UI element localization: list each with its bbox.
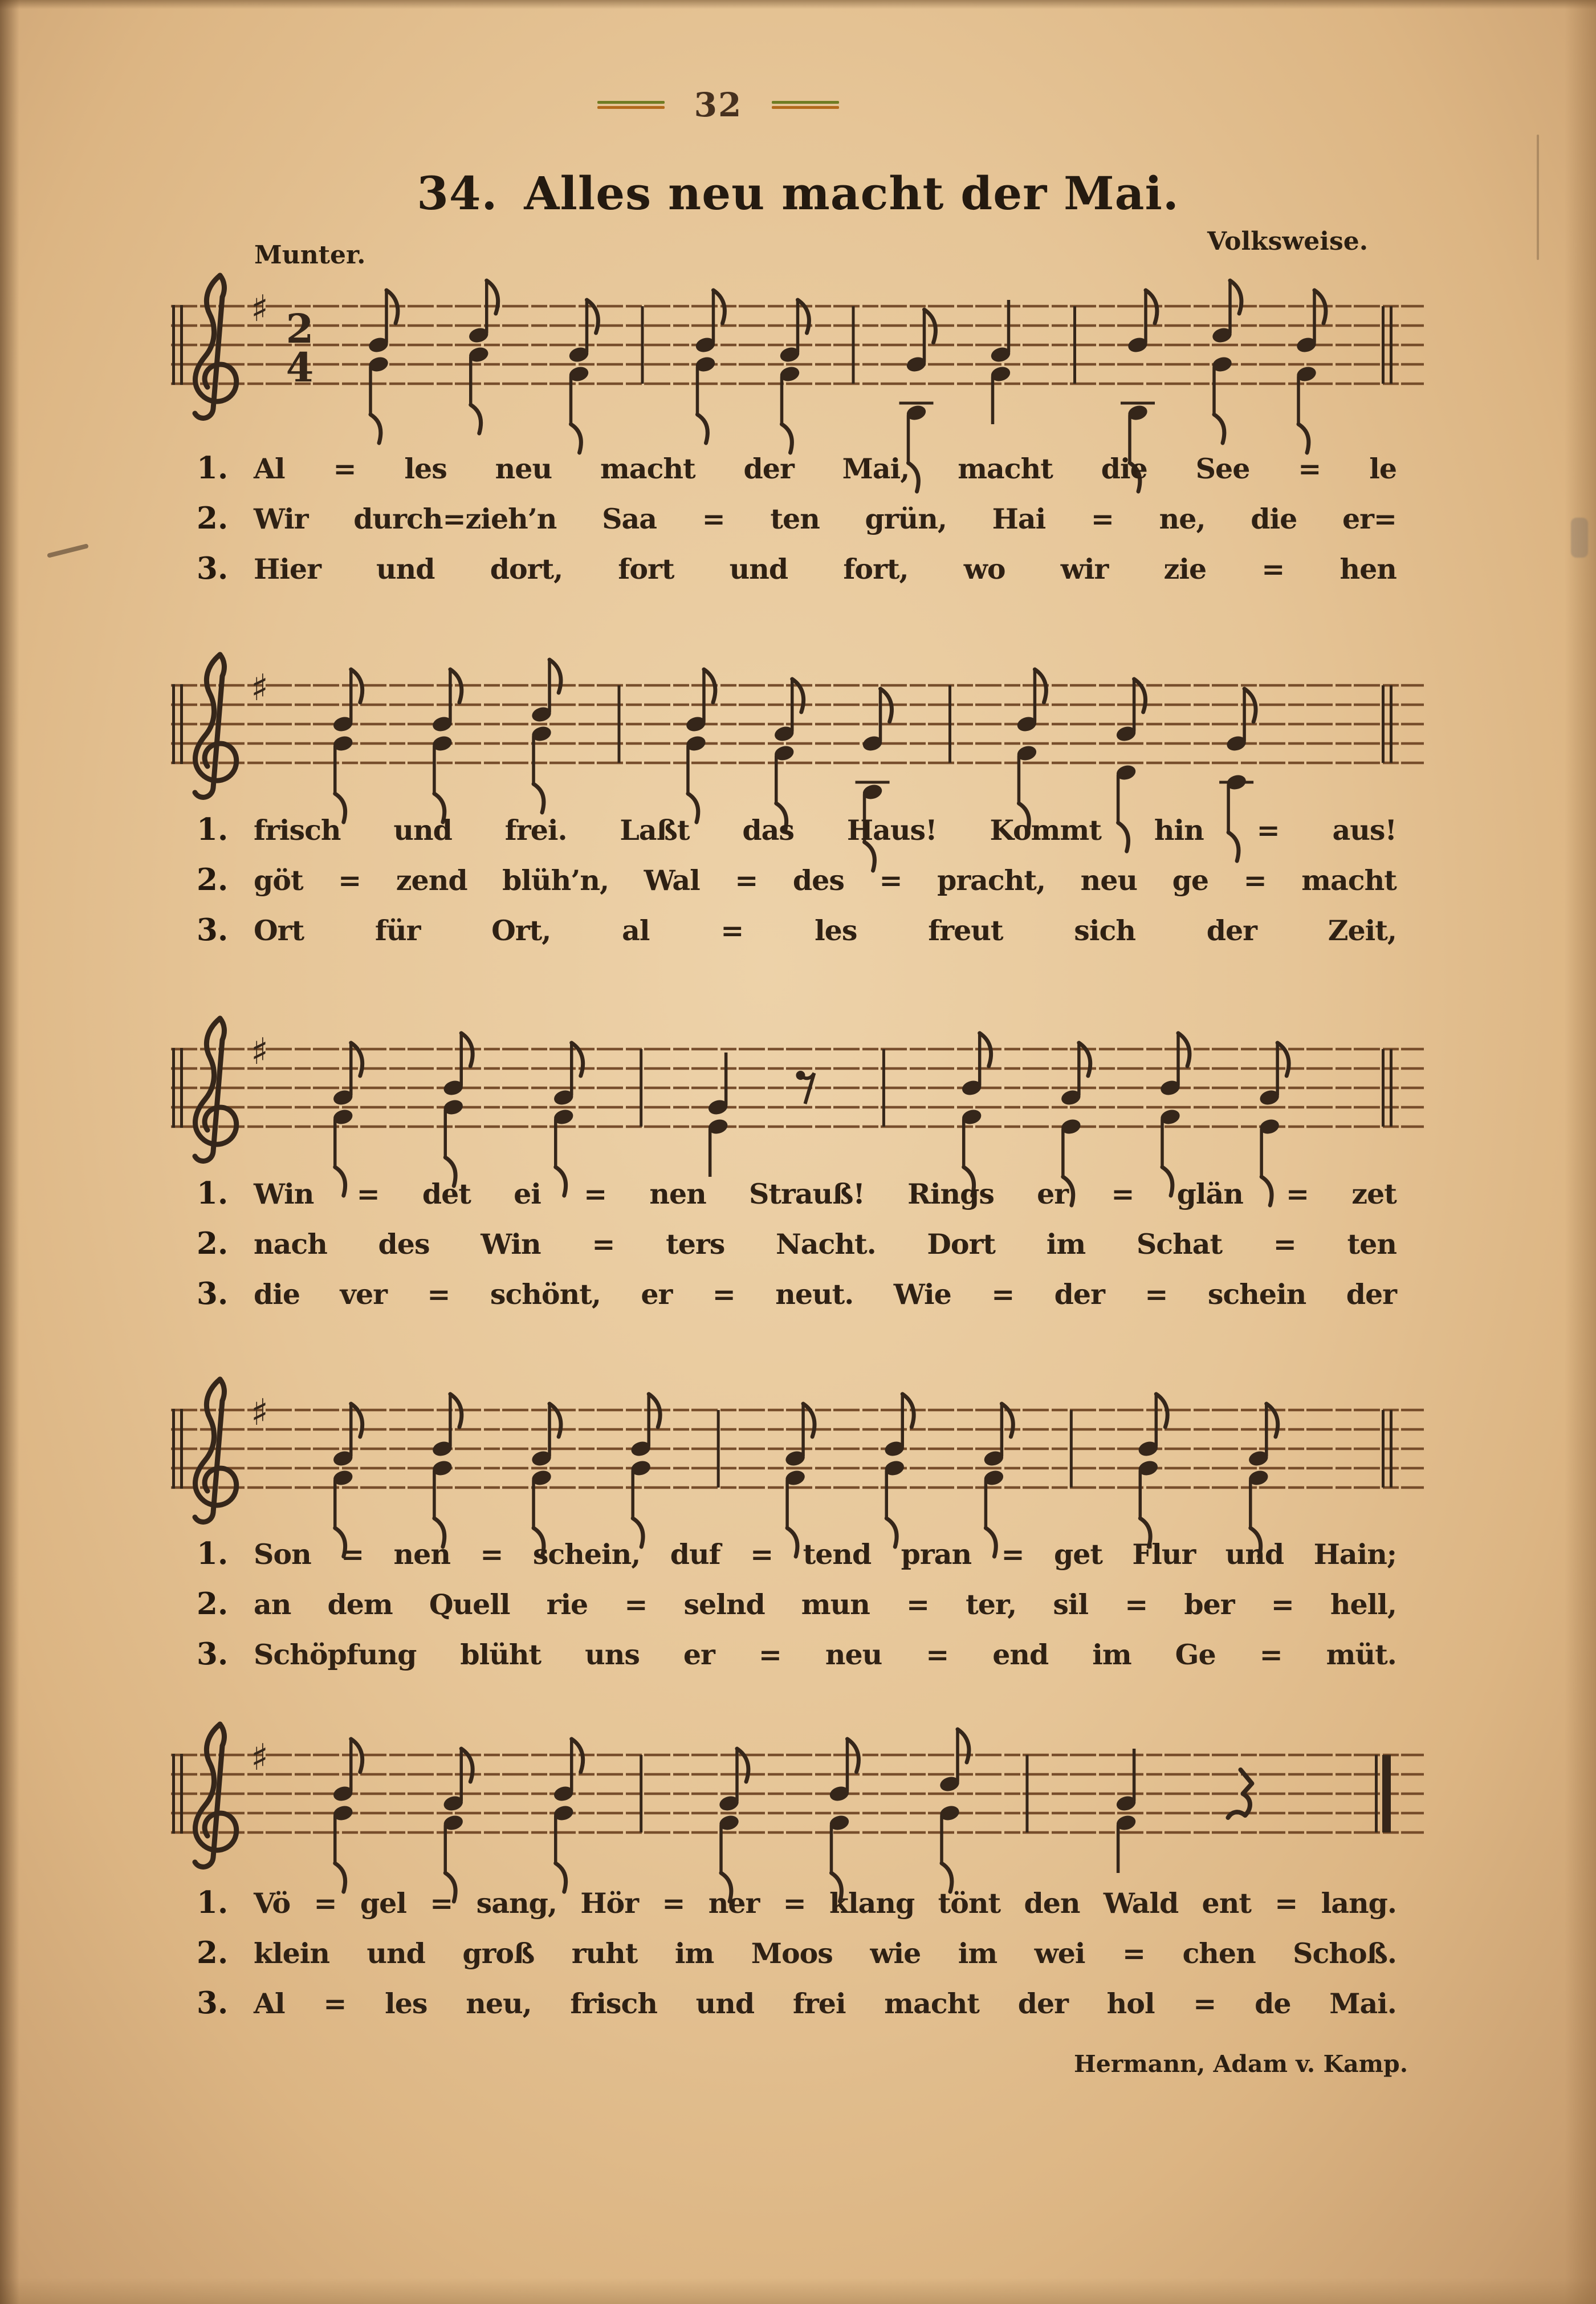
lyric-line xyxy=(197,1636,1396,1687)
lyric-line xyxy=(197,450,1396,501)
eighth-flag xyxy=(1267,1404,1278,1437)
system-start-barline xyxy=(172,1048,175,1128)
verse-number: 3. xyxy=(197,551,229,586)
verse-number: 2. xyxy=(197,1586,229,1622)
lyric-text: göt = zend blüh’n, Wal = des = pracht, neu ge = macht xyxy=(254,864,1396,897)
barline xyxy=(1070,1410,1073,1488)
eighth-flag xyxy=(803,1404,815,1437)
verse-number: 3. xyxy=(197,1276,229,1311)
lyric-text: an dem Quell rie = selnd mun = ter, sil = ber = hell, xyxy=(254,1588,1396,1621)
eighth-flag xyxy=(1079,1043,1090,1076)
note-chord xyxy=(694,290,725,443)
lyric-text: Win = det ei = nen Strauß! Rings er = glän = zet xyxy=(254,1177,1396,1210)
note-chord xyxy=(1159,1033,1190,1196)
note-chord xyxy=(718,1749,748,1901)
note-chord xyxy=(1016,669,1047,832)
note-chord xyxy=(431,1394,462,1547)
eighth-flag xyxy=(534,784,544,812)
note-chord xyxy=(1247,1404,1278,1557)
lyric-line xyxy=(197,1586,1396,1636)
treble-clef-icon xyxy=(195,1724,237,1867)
verse-number: 3. xyxy=(197,912,229,948)
eighth-flag xyxy=(1134,679,1146,712)
eighth-flag xyxy=(1230,281,1241,314)
verse-number: 2. xyxy=(197,501,229,536)
song-title-text: Alles neu macht der Mai. xyxy=(524,166,1179,220)
note-chord xyxy=(530,1404,561,1557)
attribution: Hermann, Adam v. Kamp. xyxy=(1073,2050,1408,2078)
note-chord xyxy=(552,1739,583,1892)
barline xyxy=(618,685,621,763)
song-number: 34. xyxy=(417,166,498,220)
lyric-text: Schöpfung blüht uns er = neu = end im Ge = müt. xyxy=(254,1638,1396,1671)
eighth-flag xyxy=(461,1749,473,1782)
verse-number: 1. xyxy=(197,450,229,486)
lyric-line xyxy=(197,501,1396,551)
note-chord xyxy=(467,281,498,433)
eighth-flag xyxy=(1298,424,1309,453)
barline xyxy=(640,1755,642,1832)
eighth-flag xyxy=(1214,415,1224,443)
lyric-line xyxy=(197,551,1396,601)
eighth-flag xyxy=(487,281,498,314)
system-start-barline xyxy=(172,1409,175,1489)
note-chord xyxy=(552,1043,583,1196)
verse-number: 3. xyxy=(197,1636,229,1672)
note-chord xyxy=(332,1043,363,1196)
note-chord xyxy=(367,290,398,443)
note-chord xyxy=(960,1033,991,1196)
page-crease xyxy=(1537,135,1539,260)
eighth-flag xyxy=(351,1404,363,1437)
lyric-line xyxy=(197,1536,1396,1586)
treble-clef-icon xyxy=(195,1379,237,1522)
eighth-flag xyxy=(782,424,792,453)
tempo-marking: Munter. xyxy=(254,241,366,270)
verse-number: 2. xyxy=(197,862,229,897)
eighth-flag xyxy=(792,679,804,712)
barline xyxy=(641,306,644,384)
edge-smudge xyxy=(1571,518,1588,558)
note-chord xyxy=(828,1739,859,1901)
verse-block xyxy=(197,1536,1396,1687)
eighth-flag xyxy=(549,660,561,693)
lyric-line xyxy=(197,1176,1396,1226)
sharp-icon: ♯ xyxy=(251,667,268,709)
lyric-line xyxy=(197,1935,1396,1985)
note-chord xyxy=(431,669,462,822)
eighth-flag xyxy=(698,415,708,443)
lyric-text: nach des Win = ters Nacht. Dort im Schat = ten xyxy=(254,1228,1396,1261)
note-chord xyxy=(332,1739,363,1892)
verse-number: 2. xyxy=(197,1935,229,1970)
note-chord xyxy=(630,1394,661,1547)
lyric-text: Al = les neu, frisch und frei macht der hol = de Mai. xyxy=(254,1987,1396,2020)
lyric-line xyxy=(197,1226,1396,1276)
final-barline xyxy=(1382,1755,1391,1832)
note-chord xyxy=(530,660,561,812)
verse-block xyxy=(197,1885,1396,2035)
treble-clef-icon xyxy=(195,275,237,418)
source-marking: Volksweise. xyxy=(1207,227,1369,256)
lyric-line xyxy=(197,812,1396,862)
page-number: 32 xyxy=(694,86,743,124)
verse-block xyxy=(197,1176,1396,1326)
eighth-flag xyxy=(549,1404,561,1437)
verse-number: 3. xyxy=(197,1985,229,2021)
verse-number: 1. xyxy=(197,1885,229,1920)
barline xyxy=(1073,306,1076,384)
eighth-flag xyxy=(471,405,481,433)
eighth-flag xyxy=(1001,1404,1013,1437)
lyric-text: Al = les neu macht der Mai, macht die See = le xyxy=(254,452,1396,485)
eighth-flag xyxy=(572,1043,583,1076)
note-chord xyxy=(442,1749,473,1901)
lyric-line xyxy=(197,1985,1396,2035)
lyric-text: Vö = gel = sang, Hör = ner = klang tönt den Wald ent = lang. xyxy=(254,1887,1396,1920)
end-barline xyxy=(1390,1049,1393,1127)
barline xyxy=(852,306,855,384)
note-chord xyxy=(707,1053,729,1177)
barline xyxy=(1025,1755,1028,1832)
lyric-text: die ver = schönt, er = neut. Wie = der = schein der xyxy=(254,1278,1396,1311)
verse-number: 1. xyxy=(197,812,229,847)
system-start-barline xyxy=(172,684,175,764)
note-chord xyxy=(779,300,809,453)
lyric-text: frisch und frei. Laßt das Haus! Kommt hin = aus! xyxy=(254,814,1396,847)
eighth-flag xyxy=(737,1749,748,1782)
lyric-text: Ort für Ort, al = les freut sich der Zeit, xyxy=(254,914,1396,947)
lyric-line xyxy=(197,862,1396,912)
end-barline xyxy=(1390,306,1393,384)
sharp-icon: ♯ xyxy=(251,1737,268,1779)
lyric-line xyxy=(197,1276,1396,1326)
time-signature-bottom: 4 xyxy=(286,344,314,391)
lyric-text: Son = nen = schein, duf = tend pran = get Flur und Hain; xyxy=(254,1538,1396,1571)
note-chord xyxy=(1115,1749,1137,1873)
sharp-icon: ♯ xyxy=(251,1031,268,1073)
note-chord xyxy=(685,669,715,822)
note-chord xyxy=(990,300,1012,424)
note-chord xyxy=(784,1404,815,1557)
eighth-flag xyxy=(571,424,581,453)
note-chord xyxy=(332,1404,363,1557)
barline xyxy=(640,1049,642,1127)
note-chord xyxy=(332,669,363,822)
system-start-barline xyxy=(172,1754,175,1834)
eighth-flag xyxy=(587,300,598,333)
lyric-line xyxy=(197,912,1396,962)
barline xyxy=(948,685,951,763)
system-start-barline xyxy=(172,305,175,385)
sharp-icon: ♯ xyxy=(251,288,268,330)
lyric-text: Wir durch=zieh’n Saa = ten grün, Hai = ne, die er= xyxy=(254,502,1396,535)
note-chord xyxy=(1137,1394,1168,1547)
treble-clef-icon xyxy=(195,655,237,797)
verse-block xyxy=(197,812,1396,962)
eighth-flag xyxy=(370,415,381,443)
lyric-text: klein und groß ruht im Moos wie im wei = chen Schoß. xyxy=(254,1937,1396,1970)
note-chord xyxy=(883,1394,914,1547)
time-signature-top: 2 xyxy=(286,305,314,352)
verse-number: 2. xyxy=(197,1226,229,1261)
note-chord xyxy=(773,679,804,832)
verse-number: 1. xyxy=(197,1176,229,1211)
note-chord xyxy=(568,300,598,453)
verse-block xyxy=(197,450,1396,601)
note-chord xyxy=(983,1404,1013,1557)
sharp-icon: ♯ xyxy=(251,1392,268,1434)
note-chord xyxy=(442,1033,473,1186)
barline xyxy=(882,1049,885,1127)
lyric-text: Hier und dort, fort und fort, wo wir zie = hen xyxy=(254,552,1396,586)
eighth-flag xyxy=(351,1043,363,1076)
treble-clef-icon xyxy=(195,1018,237,1161)
eighth-flag xyxy=(1277,1043,1289,1076)
note-chord xyxy=(1295,290,1326,453)
barline xyxy=(717,1410,720,1488)
eighth-flag xyxy=(798,300,809,333)
eighth-flag xyxy=(958,1729,969,1762)
end-barline xyxy=(1390,1410,1393,1488)
end-barline xyxy=(1390,685,1393,763)
lyric-line xyxy=(197,1885,1396,1935)
verse-number: 1. xyxy=(197,1536,229,1571)
